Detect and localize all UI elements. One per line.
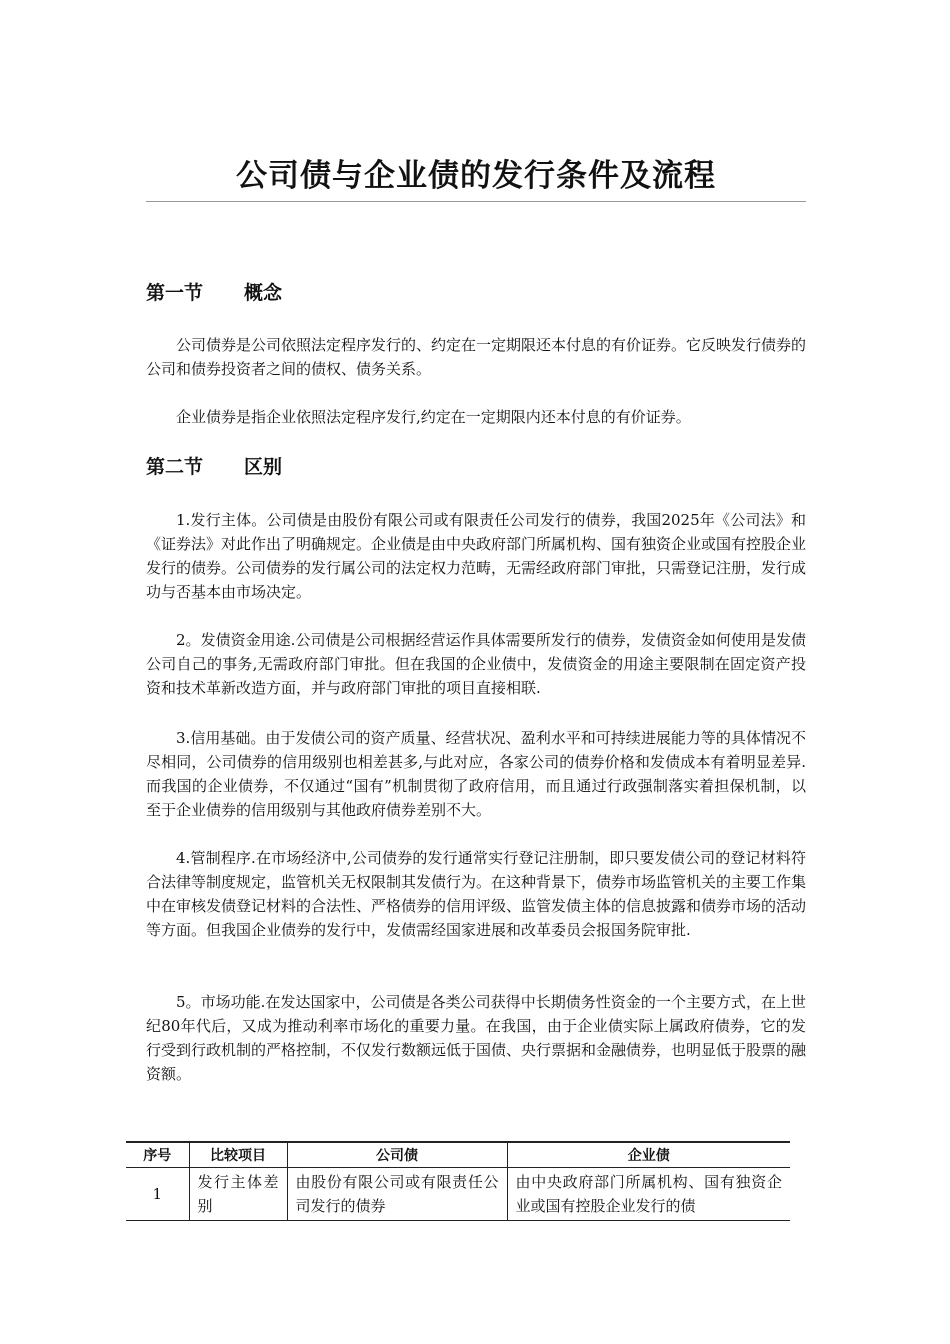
table-cell-company-bond: 由股份有限公司或有限责任公司发行的债券 (287, 1168, 507, 1221)
table-header-cell: 序号 (126, 1142, 189, 1168)
document-title: 公司债与企业债的发行条件及流程 (236, 158, 716, 194)
section-1-paragraph-2: 企业债券是指企业依照法定程序发行,约定在一定期限内还本付息的有价证券。 (176, 408, 691, 426)
table-header-cell: 比较项目 (189, 1142, 287, 1168)
section-2-paragraph-1: 1.发行主体。公司债是由股份有限公司或有限责任公司发行的债券，我国2025年《公司法》和《证券法》对此作出了明确规定。企业债是由中央政府部门所属机构、国有独资企业或国有控股企业发行的债券。公司债券的发行属公司的法定权力范畴，无需经政府部门审批，只需登记注册，发行成功与否基本由市场决定。 (146, 511, 807, 601)
section-1-paragraph-1: 公司债券是公司依照法定程序发行的、约定在一定期限还本付息的有价证券。它反映发行债券的公司和债券投资者之间的债权、债务关系。 (146, 336, 807, 378)
table-header-row (126, 1142, 790, 1168)
table-cell-index: 1 (126, 1168, 189, 1221)
section-1-name: 概念 (244, 282, 283, 304)
table-cell-item: 发行主体差别 (189, 1168, 287, 1221)
table-cell-enterprise-bond: 由中央政府部门所属机构、国有独资企业或国有控股企业发行的债 (507, 1168, 790, 1221)
table-row (126, 1168, 790, 1221)
section-2-paragraph-5: 5。市场功能.在发达国家中，公司债是各类公司获得中长期债务性资金的一个主要方式，在上世纪80年代后，又成为推动利率市场化的重要力量。在我国，由于企业债实际上属政府债券，它的发行受到行政机制的严格控制，不仅发行数额远低于国债、央行票据和金融债券，也明显低于股票的融资额。 (146, 993, 807, 1083)
section-1-number: 第一节 (146, 282, 204, 304)
section-2-paragraph-2: 2。发债资金用途.公司债是公司根据经营运作具体需要所发行的债券，发债资金如何使用是发债公司自己的事务,无需政府部门审批。但在我国的企业债中，发债资金的用途主要限制在固定资产投资和技术革新改造方面，并与政府部门审批的项目直接相联. (146, 631, 806, 697)
title-divider (146, 201, 806, 202)
table-header-cell: 企业债 (507, 1142, 790, 1168)
table-header-cell: 公司债 (287, 1142, 507, 1168)
section-1-heading (146, 278, 282, 305)
section-2-name: 区别 (244, 456, 283, 478)
section-2-heading (146, 452, 282, 479)
section-2-paragraph-3: 3.信用基础。由于发债公司的资产质量、经营状况、盈利水平和可持续进展能力等的具体情况不尽相同，公司债券的信用级别也相差甚多,与此对应，各家公司的债券价格和发债成本有着明显差异.而我国的企业债券，不仅通过“国有”机制贯彻了政府信用，而且通过行政强制落实着担保机制，以至于企业债券的信用级别与其他政府债券差别不大。 (146, 729, 806, 819)
section-2-number: 第二节 (146, 456, 204, 478)
section-2-paragraph-4: 4.管制程序.在市场经济中,公司债券的发行通常实行登记注册制，即只要发债公司的登记材料符合法律等制度规定，监管机关无权限制其发债行为。在这种背景下，债券市场监管机关的主要工作集中在审核发债登记材料的合法性、严格债券的信用评级、监管发债主体的信息披露和债券市场的活动等方面。但我国企业债券的发行中，发债需经国家进展和改革委员会报国务院审批. (146, 849, 807, 939)
comparison-table (126, 1141, 790, 1221)
